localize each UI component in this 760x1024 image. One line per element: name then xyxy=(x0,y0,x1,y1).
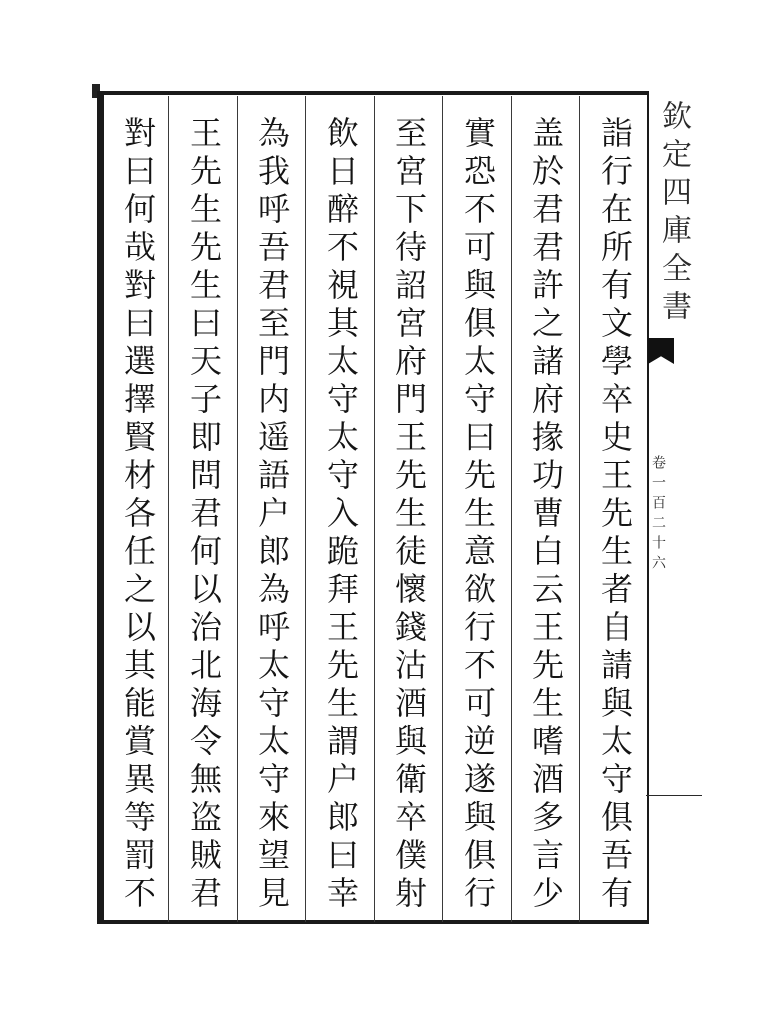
frame-top-border xyxy=(97,91,649,95)
text-column-5: 飲日醉不視其太守太守入跪拜王先生謂户郎曰幸 xyxy=(322,116,360,914)
text-column-7: 王先生先生曰天子即問君何以治北海令無盗賊君 xyxy=(185,116,223,914)
text-column-8: 對曰何哉對曰選擇賢材各任之以其能賞異等罰不 xyxy=(119,116,157,914)
frame-left-border xyxy=(97,91,104,924)
text-column-3: 實恐不可與俱太守曰先生意欲行不可逆遂與俱行 xyxy=(459,116,497,914)
text-column-6: 為我呼吾君至門内遥語户郎為呼太守太守來望見 xyxy=(253,116,291,914)
margin-book-title: 欽定四庫全書 xyxy=(656,100,691,328)
fishtail-mark-icon xyxy=(648,338,674,364)
margin-volume-number: 卷一百二十六 xyxy=(650,455,666,575)
margin-rule xyxy=(646,795,702,796)
text-column-2: 盖於君君許之諸府掾功曹白云王先生嗜酒多言少 xyxy=(527,116,565,914)
text-column-4: 至宮下待詔宮府門王先生徒懷錢沽酒與衛卒僕射 xyxy=(390,116,428,914)
text-column-1: 詣行在所有文學卒史王先生者自請與太守俱吾有 xyxy=(596,116,634,914)
